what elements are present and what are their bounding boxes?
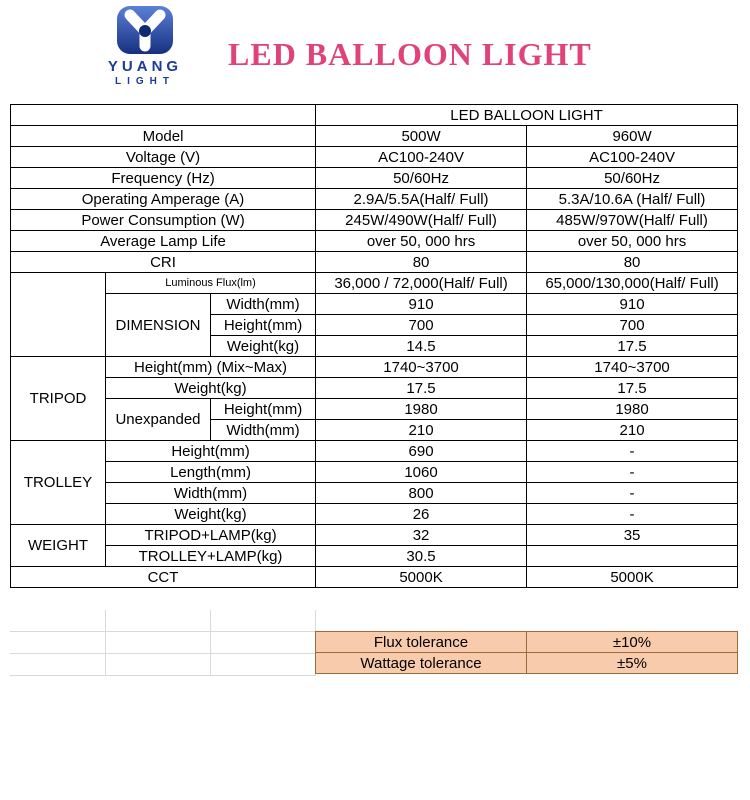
frequency-label: Frequency (Hz) — [11, 168, 316, 189]
dimension-height-500w: 700 — [316, 315, 527, 336]
blank-cell — [11, 105, 316, 126]
frequency-500w: 50/60Hz — [316, 168, 527, 189]
tripod-group-label: TRIPOD — [11, 357, 106, 441]
tripod-lamp-label: TRIPOD+LAMP(kg) — [106, 525, 316, 546]
dimension-weight-500w: 14.5 — [316, 336, 527, 357]
trolley-weight-960w: - — [527, 504, 738, 525]
tripod-height-range-label: Height(mm) (Mix~Max) — [106, 357, 316, 378]
trolley-lamp-500w: 30.5 — [316, 546, 527, 567]
spreadsheet-gridlines — [10, 610, 316, 676]
page-title: LED BALLOON LIGHT — [228, 36, 592, 72]
model-500w: 500W — [316, 126, 527, 147]
table-row — [316, 653, 738, 674]
trolley-weight-500w: 26 — [316, 504, 527, 525]
table-row — [11, 441, 738, 462]
table-row — [11, 273, 738, 294]
lamp-life-500w: over 50, 000 hrs — [316, 231, 527, 252]
table-row — [316, 632, 738, 653]
table-row — [11, 168, 738, 189]
luminous-flux-label: Luminous Flux(lm) — [106, 273, 316, 294]
cct-500w: 5000K — [316, 567, 527, 588]
dimension-width-500w: 910 — [316, 294, 527, 315]
table-row — [11, 462, 738, 483]
trolley-lamp-label: TROLLEY+LAMP(kg) — [106, 546, 316, 567]
lamp-life-label: Average Lamp Life — [11, 231, 316, 252]
tripod-weight-960w: 17.5 — [527, 378, 738, 399]
wattage-tolerance-label: Wattage tolerance — [316, 653, 527, 674]
tripod-height-range-500w: 1740~3700 — [316, 357, 527, 378]
trolley-length-500w: 1060 — [316, 462, 527, 483]
table-row — [11, 378, 738, 399]
unexpanded-height-label: Height(mm) — [211, 399, 316, 420]
spec-table — [10, 104, 738, 588]
wattage-tolerance-value: ±5% — [527, 653, 738, 674]
power-label: Power Consumption (W) — [11, 210, 316, 231]
table-row — [11, 294, 738, 315]
unexpanded-width-500w: 210 — [316, 420, 527, 441]
lamp-life-960w: over 50, 000 hrs — [527, 231, 738, 252]
trolley-width-label: Width(mm) — [106, 483, 316, 504]
luminous-flux-500w: 36,000 / 72,000(Half/ Full) — [316, 273, 527, 294]
table-row — [11, 105, 738, 126]
luminous-flux-960w: 65,000/130,000(Half/ Full) — [527, 273, 738, 294]
unexpanded-height-500w: 1980 — [316, 399, 527, 420]
tolerance-table — [315, 631, 738, 674]
trolley-height-960w: - — [527, 441, 738, 462]
table-row — [11, 357, 738, 378]
cri-500w: 80 — [316, 252, 527, 273]
table-row — [11, 546, 738, 567]
dimension-weight-label: Weight(kg) — [211, 336, 316, 357]
dimension-weight-960w: 17.5 — [527, 336, 738, 357]
dimension-width-960w: 910 — [527, 294, 738, 315]
unexpanded-width-960w: 210 — [527, 420, 738, 441]
voltage-500w: AC100-240V — [316, 147, 527, 168]
brand-block — [103, 5, 187, 87]
table-row — [11, 483, 738, 504]
trolley-width-960w: - — [527, 483, 738, 504]
amperage-960w: 5.3A/10.6A (Half/ Full) — [527, 189, 738, 210]
table-row — [11, 147, 738, 168]
model-label: Model — [11, 126, 316, 147]
trolley-lamp-960w — [527, 546, 738, 567]
amperage-label: Operating Amperage (A) — [11, 189, 316, 210]
dimension-width-label: Width(mm) — [211, 294, 316, 315]
table-row — [11, 504, 738, 525]
amperage-500w: 2.9A/5.5A(Half/ Full) — [316, 189, 527, 210]
trolley-weight-label: Weight(kg) — [106, 504, 316, 525]
yuang-balloon-logo-icon — [103, 5, 187, 55]
trolley-width-500w: 800 — [316, 483, 527, 504]
brand-subname: LIGHT — [115, 76, 175, 87]
table-row — [11, 210, 738, 231]
dimension-height-label: Height(mm) — [211, 315, 316, 336]
tripod-lamp-500w: 32 — [316, 525, 527, 546]
power-960w: 485W/970W(Half/ Full) — [527, 210, 738, 231]
tripod-weight-500w: 17.5 — [316, 378, 527, 399]
trolley-height-500w: 690 — [316, 441, 527, 462]
tripod-lamp-960w: 35 — [527, 525, 738, 546]
trolley-group-label: TROLLEY — [11, 441, 106, 525]
trolley-height-label: Height(mm) — [106, 441, 316, 462]
blank-cell — [11, 273, 106, 357]
trolley-length-label: Length(mm) — [106, 462, 316, 483]
table-row — [11, 231, 738, 252]
spec-table-header: LED BALLOON LIGHT — [316, 105, 738, 126]
weight-group-label: WEIGHT — [11, 525, 106, 567]
cct-label: CCT — [11, 567, 316, 588]
cct-960w: 5000K — [527, 567, 738, 588]
table-row — [11, 189, 738, 210]
voltage-label: Voltage (V) — [11, 147, 316, 168]
dimension-height-960w: 700 — [527, 315, 738, 336]
unexpanded-group-label: Unexpanded — [106, 399, 211, 441]
table-row — [11, 252, 738, 273]
tripod-height-range-960w: 1740~3700 — [527, 357, 738, 378]
dimension-group-label: DIMENSION — [106, 294, 211, 357]
flux-tolerance-value: ±10% — [527, 632, 738, 653]
trolley-length-960w: - — [527, 462, 738, 483]
power-500w: 245W/490W(Half/ Full) — [316, 210, 527, 231]
table-row — [11, 525, 738, 546]
unexpanded-height-960w: 1980 — [527, 399, 738, 420]
model-960w: 960W — [527, 126, 738, 147]
cri-label: CRI — [11, 252, 316, 273]
brand-name: YUANG — [107, 58, 183, 75]
flux-tolerance-label: Flux tolerance — [316, 632, 527, 653]
frequency-960w: 50/60Hz — [527, 168, 738, 189]
cri-960w: 80 — [527, 252, 738, 273]
table-row — [11, 399, 738, 420]
table-row — [11, 567, 738, 588]
tripod-weight-label: Weight(kg) — [106, 378, 316, 399]
table-row — [11, 126, 738, 147]
unexpanded-width-label: Width(mm) — [211, 420, 316, 441]
voltage-960w: AC100-240V — [527, 147, 738, 168]
